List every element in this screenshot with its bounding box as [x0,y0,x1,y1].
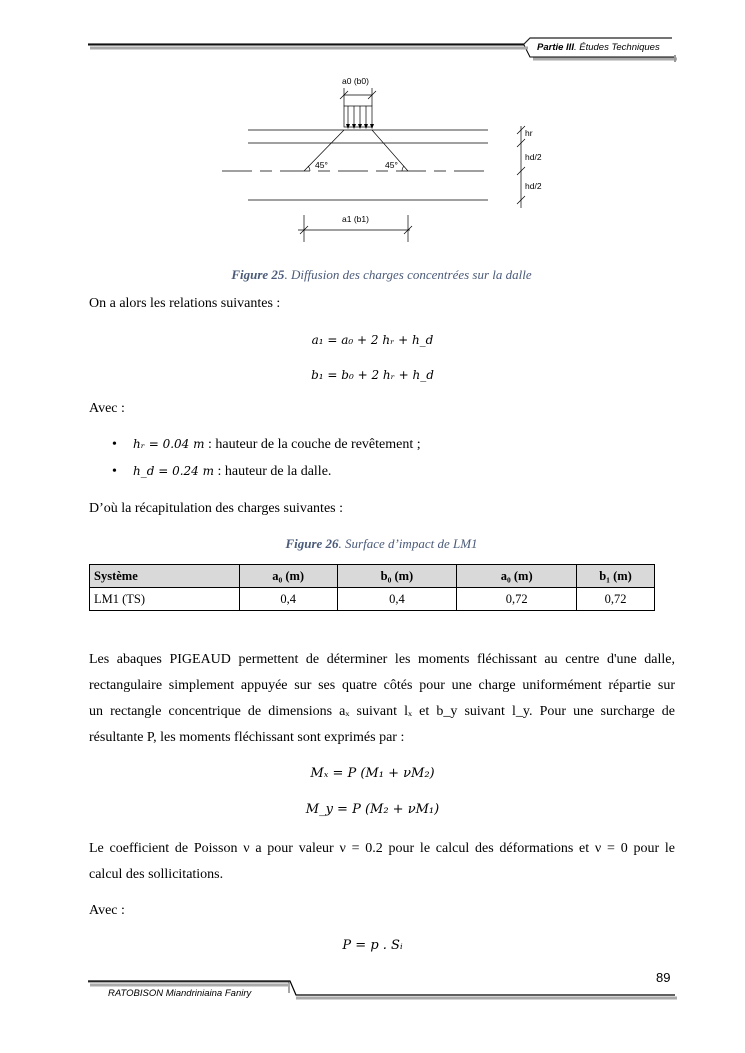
label-hd-lower: hd/2 [525,181,542,191]
poisson-paragraph: Le coefficient de Poisson ν a pour valeur ν = 0.2 pour le calcul des déformations et ν = 0 pour le calcul des sollicitations. [89,841,675,882]
load-diffusion-diagram [220,72,560,252]
avec-label-2: Avec : [89,903,125,918]
header-rule [0,0,745,70]
equation-a1: a₁ = a₀ + 2 hᵣ + h_d [311,333,434,347]
table-cell: 0,72 [457,588,577,611]
bullet-hd: h_d = 0.24 m : hauteur de la dalle. [133,464,332,479]
header-cell: Système [90,565,240,588]
avec-label: Avec : [89,401,125,416]
label-a0-b0: a0 (b0) [342,76,369,86]
table-row [90,588,655,611]
equation-p: P = p . Sᵢ [342,938,403,953]
lm1-impact-table [89,564,655,611]
table-cell: 0,72 [577,588,655,611]
intro-paragraph: On a alors les relations suivantes : [89,296,281,311]
equation-mx: Mₓ = P (M₁ + νM₂) [310,766,435,781]
bullet-dot: • [112,464,117,479]
label-hr: hr [525,128,533,138]
label-a1-b1: a1 (b1) [342,214,369,224]
header-cell: b₁ (m) [577,565,655,588]
table-cell: 0,4 [239,588,337,611]
recap-paragraph: D’où la récapitulation des charges suivantes : [89,501,343,516]
equation-b1: b₁ = b₀ + 2 hᵣ + h_d [311,368,434,382]
figure-25-caption: Figure 25. Diffusion des charges concentrées sur la dalle [231,267,532,282]
equation-my: M_y = P (M₂ + νM₁) [305,802,440,817]
header-cell: a₀ (m) [457,565,577,588]
header-cell: b₀ (m) [337,565,457,588]
figure-26-caption: Figure 26. Surface d’impact de LM1 [285,536,478,551]
label-hd-upper: hd/2 [525,152,542,162]
header-cell: a₀ (m) [239,565,337,588]
bullet-dot: • [112,437,117,452]
table-header-row [90,565,655,588]
bullet-hr: hᵣ = 0.04 m : hauteur de la couche de revêtement ; [133,437,421,452]
page-number: 89 [656,970,671,985]
pigeaud-paragraph: Les abaques PIGEAUD permettent de déterminer les moments fléchissant au centre d'une dalle, rectangulaire simplement appuyée sur ses quatre côtés pour une charge uniformément répartie sur un rectangle concentrique de dimensions aₓ suivant lₓ et b_y suivant l_y. Pour une surcharge de résultante P, les moments fléchissant sont exprimés par : [89,652,675,745]
angle-left: 45° [315,160,328,170]
table-cell: LM1 (TS) [90,588,240,611]
angle-right: 45° [385,160,398,170]
table-cell: 0,4 [337,588,457,611]
header-title: Partie III. Études Techniques [537,42,660,53]
footer-author: RATOBISON Miandriniaina Faniry [108,988,252,999]
